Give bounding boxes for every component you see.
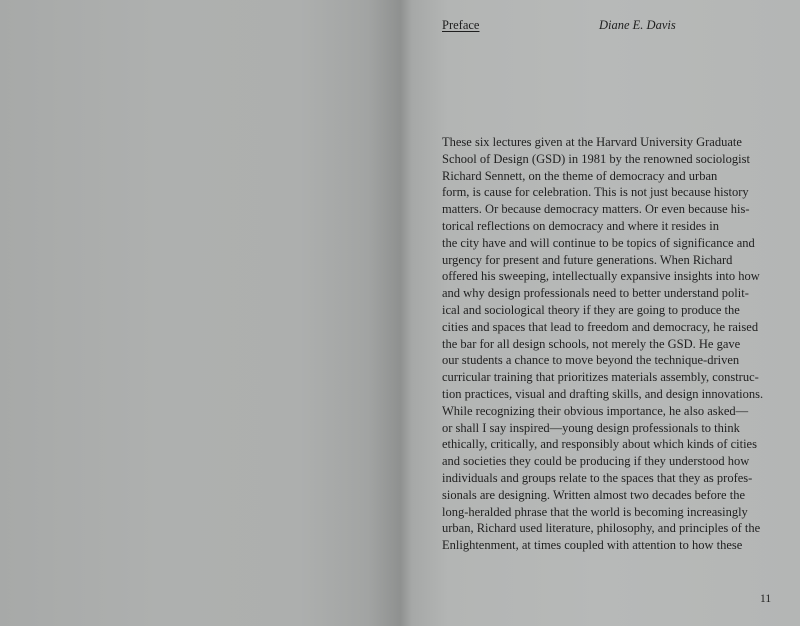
running-header-author: Diane E. Davis (599, 18, 676, 32)
text-line: urgency for present and future generations. When Richard (442, 252, 733, 267)
text-line: tion practices, visual and drafting skills, and design innovations. (442, 386, 764, 401)
text-line: the city have and will continue to be topics of significance and (442, 235, 755, 250)
text-line: torical reflections on democracy and where it resides in (442, 218, 719, 233)
preface-body-text (442, 134, 782, 554)
text-line: and why design professionals need to better understand polit- (442, 286, 749, 301)
text-line: urban, Richard used literature, philosophy, and principles of the (442, 521, 761, 536)
text-line: long-heralded phrase that the world is becoming increasingly (442, 504, 748, 519)
text-line: individuals and groups relate to the spaces that they as profes- (442, 470, 753, 485)
text-line: the bar for all design schools, not merely the GSD. He gave (442, 336, 741, 351)
text-line: offered his sweeping, intellectually expansive insights into how (442, 269, 760, 284)
text-line: or shall I say inspired—young design professionals to think (442, 420, 740, 435)
text-line: ical and sociological theory if they are going to produce the (442, 302, 740, 317)
text-line: and societies they could be producing if they understood how (442, 454, 750, 469)
text-line: cities and spaces that lead to freedom and democracy, he raised (442, 319, 759, 334)
running-header-section-title: Preface (442, 18, 480, 32)
text-line: School of Design (GSD) in 1981 by the renowned sociologist (442, 151, 750, 166)
text-line: While recognizing their obvious importance, he also asked— (442, 403, 749, 418)
text-line: form, is cause for celebration. This is not just because history (442, 185, 749, 200)
text-line: These six lectures given at the Harvard University Graduate (442, 135, 742, 149)
text-line: sionals are designing. Written almost two decades before the (442, 487, 745, 502)
page-number: 11 (760, 593, 772, 605)
text-line: ethically, critically, and responsibly about which kinds of cities (442, 437, 757, 452)
text-line: Richard Sennett, on the theme of democracy and urban (442, 168, 718, 183)
text-line: our students a chance to move beyond the technique-driven (442, 353, 740, 368)
text-line: curricular training that prioritizes materials assembly, construc- (442, 370, 759, 385)
text-line: Enlightenment, at times coupled with attention to how these (442, 538, 743, 553)
text-line: matters. Or because democracy matters. Or even because his- (442, 202, 750, 217)
